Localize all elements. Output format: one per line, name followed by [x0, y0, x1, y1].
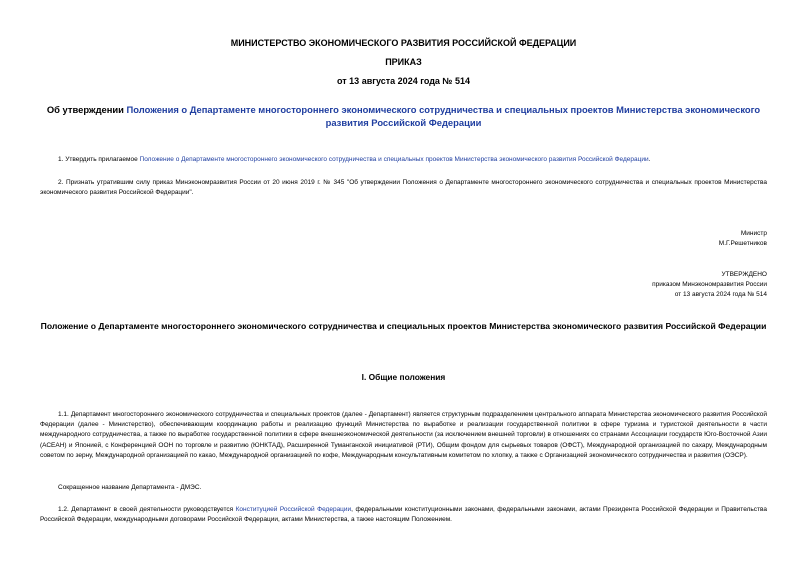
paragraph-1-1: 1.1. Департамент многостороннего экономического сотрудничества и специальных проектов (далее - Департамент) является структурным подразделением центрального аппарата Министерства экономического развития Российской Федерации (далее - Министерство), обеспечивающим координацию работы и реализацию функций Министерства по выработке и реализации государственной политики в сфере туризма и туристской деятельности в части международного сотрудничества, а также по выработке государственной политики в сфере внешнеэкономической деятельности (за исключением внешней торговли) в отношениях со странами Ассоциации государств Юго-Восточной Азии (АСЕАН) и Японией, с Конференцией ООН по торговле и развитию (ЮНКТАД), Расширенной Туманганской инициативой (РТИ), Общим фондом для сырьевых товаров (ОФСТ), Международной организацией по сахару, Международным советом по зерну, Международной организацией по какао, Международной организацией по кофе, Международным консультативным комитетом по хлопку, а также с Организацией экономического сотрудничества и развития (ОЭСР).	[40, 411, 767, 459]
item1-link[interactable]: Положение о Департаменте многостороннего экономического сотрудничества и специальных проектов Министерства экономического развития Российской Федерации	[139, 156, 649, 163]
short-name-paragraph: Сокращенное название Департамента - ДМЭС.	[58, 484, 202, 491]
p1-2-suffix: , федеральными конституционными законами, федеральными законами, актами Президента Российской Федерации и Правительства Российской Федерации, международными договорами Российской Федерации, актами Министерства, а также настоящим Положением.	[40, 506, 767, 524]
ministry-heading: МИНИСТЕРСТВО ЭКОНОМИЧЕСКОГО РАЗВИТИЯ РОССИЙСКОЙ ФЕДЕРАЦИИ	[230, 38, 577, 48]
item1-suffix: .	[648, 156, 651, 163]
order-title-link[interactable]: Положения о Департаменте многостороннего экономического сотрудничества и специальных проектов Министерства экономического развития Российской Федерации	[126, 104, 761, 128]
paragraph-1-2	[40, 505, 767, 525]
approval-line-2: приказом Минэкономразвития России	[652, 281, 767, 288]
signature-position: Министр	[740, 230, 767, 237]
approval-block	[467, 270, 767, 300]
item1-prefix: 1. Утвердить прилагаемое	[58, 156, 140, 163]
approval-line-1: УТВЕРЖДЕНО	[721, 271, 767, 278]
signature-block	[467, 229, 767, 249]
p1-2-prefix: 1.2. Департамент в своей деятельности руководствуется	[58, 506, 236, 513]
regulation-title: Положение о Департаменте многостороннего экономического сотрудничества и специальных проектов Министерства экономического развития Российской Федерации	[40, 321, 767, 331]
section-1-heading: I. Общие положения	[361, 372, 446, 382]
order-item-2: 2. Признать утратившим силу приказ Минэкономразвития России от 20 июня 2019 г. № 345 "Об утверждении Положения о Департаменте многостороннего экономического сотрудничества и специальных проектов Министерства экономического развития Российской Федерации".	[40, 179, 767, 197]
order-title-prefix: Об утверждении	[46, 104, 127, 115]
doc-type-heading: ПРИКАЗ	[385, 57, 422, 67]
order-title	[40, 104, 767, 129]
signature-name: М.Г.Решетников	[718, 240, 767, 247]
order-item-1	[40, 155, 767, 165]
approval-line-3: от 13 августа 2024 года № 514	[674, 291, 767, 298]
doc-date-number: от 13 августа 2024 года № 514	[337, 76, 470, 86]
constitution-link[interactable]: Конституцией Российской Федерации	[235, 506, 352, 513]
